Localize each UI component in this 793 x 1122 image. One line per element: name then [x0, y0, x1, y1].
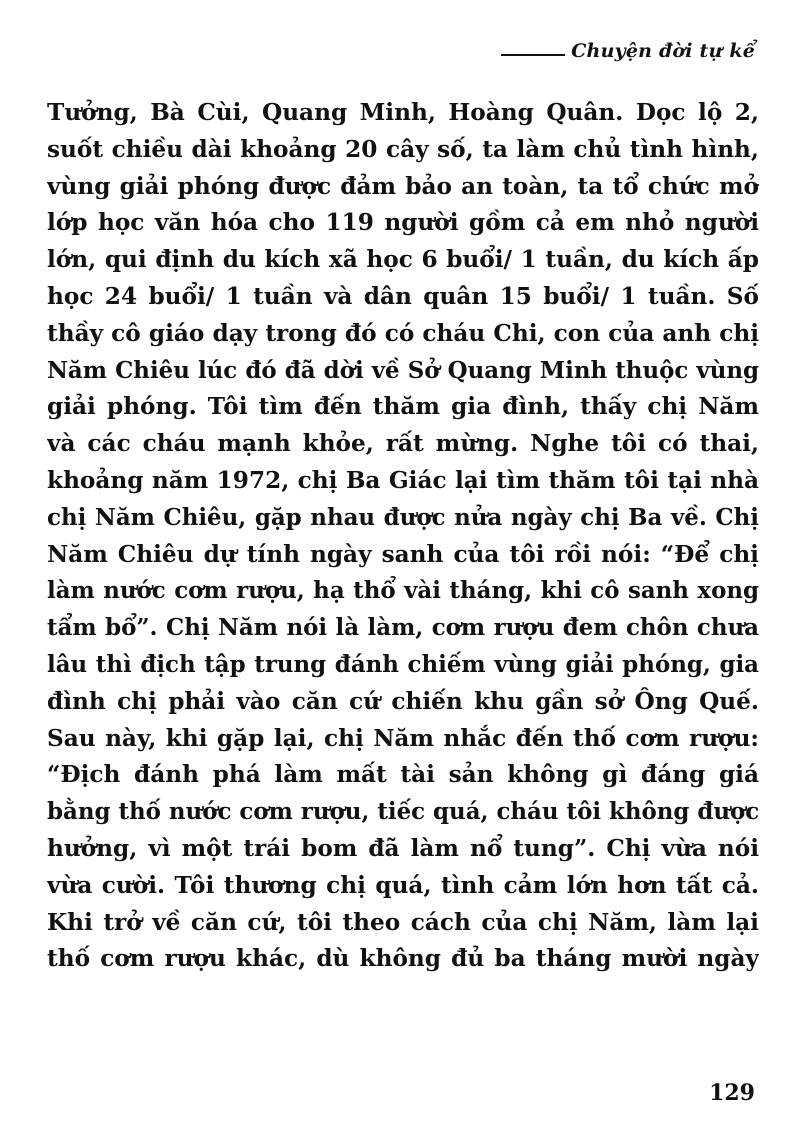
- text-line: Tưởng, Bà Cùi, Quang Minh, Hoàng Quân. Dọc lộ 2,: [47, 99, 759, 126]
- header-rule: [501, 54, 565, 56]
- running-header: [501, 40, 755, 62]
- text-line: thố cơm rượu khác, dù không đủ ba tháng mười ngày: [47, 945, 759, 973]
- text-line: chị Năm Chiêu, gặp nhau được nửa ngày chị Ba về. Chị: [47, 503, 759, 531]
- text-line: Sau này, khi gặp lại, chị Năm nhắc đến thố cơm rượu:: [47, 724, 759, 752]
- text-line: và các cháu mạnh khỏe, rất mừng. Nghe tôi có thai,: [47, 430, 759, 458]
- text-line: vừa cười. Tôi thương chị quá, tình cảm lớn hơn tất cả.: [47, 871, 759, 899]
- text-line: Khi trở về căn cứ, tôi theo cách của chị Năm, làm lại: [47, 908, 759, 936]
- text-line: đình chị phải vào căn cứ chiến khu gần sở Ông Quế.: [47, 687, 759, 715]
- text-line: lớn, qui định du kích xã học 6 buổi/ 1 tuần, du kích ấp: [47, 246, 759, 274]
- text-line: làm nước cơm rượu, hạ thổ vài tháng, khi cô sanh xong: [47, 577, 759, 605]
- text-line: hưởng, vì một trái bom đã làm nổ tung”. Chị vừa nói: [47, 834, 759, 862]
- running-header-title: Chuyện đời tự kể: [571, 40, 755, 62]
- text-line: lâu thì địch tập trung đánh chiếm vùng giải phóng, gia: [47, 650, 759, 678]
- text-line: khoảng năm 1972, chị Ba Giác lại tìm thăm tôi tại nhà: [47, 466, 759, 494]
- text-line: “Địch đánh phá làm mất tài sản không gì đáng giá: [47, 761, 759, 789]
- text-line: tẩm bổ”. Chị Năm nói là làm, cơm rượu đem chôn chưa: [47, 614, 759, 642]
- body-text: [47, 95, 759, 978]
- text-line: thầy cô giáo dạy trong đó có cháu Chi, con của anh chị: [47, 319, 759, 347]
- text-line: Năm Chiêu dự tính ngày sanh của tôi rồi nói: “Để chị: [47, 540, 759, 568]
- text-line: suốt chiều dài khoảng 20 cây số, ta làm chủ tình hình,: [47, 135, 759, 163]
- text-line: học 24 buổi/ 1 tuần và dân quân 15 buổi/ 1 tuần. Số: [47, 282, 759, 310]
- text-line: Năm Chiêu lúc đó đã dời về Sở Quang Minh thuộc vùng: [47, 356, 759, 384]
- text-line: bằng thố nước cơm rượu, tiếc quá, cháu tôi không được: [47, 798, 759, 826]
- text-line: lớp học văn hóa cho 119 người gồm cả em nhỏ người: [47, 209, 759, 237]
- text-line: giải phóng. Tôi tìm đến thăm gia đình, thấy chị Năm: [47, 393, 759, 421]
- text-line: vùng giải phóng được đảm bảo an toàn, ta tổ chức mở: [47, 172, 759, 200]
- page-number: 129: [709, 1080, 755, 1106]
